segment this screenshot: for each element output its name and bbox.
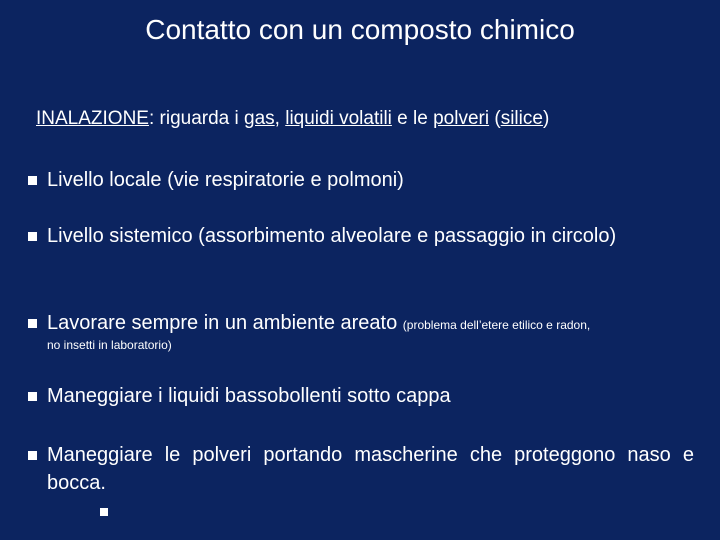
bullet-text	[47, 309, 694, 339]
bullet-note: (problema dell’etere etilico e radon,	[402, 318, 591, 332]
intro-silica: silice	[500, 108, 543, 129]
intro-lead-text: : riguarda i	[148, 108, 245, 129]
intro-volatile-liquids: liquidi volatili	[285, 108, 392, 129]
empty-bullet-square-icon	[100, 508, 108, 516]
bullet-square-icon	[28, 451, 37, 460]
intro-paren-open: (	[489, 108, 501, 129]
intro-gas: gas	[244, 108, 275, 129]
bullet-square-icon	[28, 232, 37, 241]
inhalation-definition	[36, 106, 706, 132]
bullet-main-text: Lavorare sempre in un ambiente areato	[47, 312, 398, 334]
bullet-note-continuation: no insetti in laboratorio)	[47, 338, 172, 352]
bullet-square-icon	[28, 319, 37, 328]
bullet-text: Maneggiare i liquidi bassobollenti sotto cappa	[47, 385, 451, 407]
intro-separator: ,	[274, 108, 286, 129]
bullet-square-icon	[28, 176, 37, 185]
intro-connector: e le	[391, 108, 434, 129]
bullet-text: Livello locale (vie respiratorie e polmoni)	[47, 169, 404, 191]
intro-powders: polveri	[433, 108, 490, 129]
bullet-text: Maneggiare le polveri portando mascherine che proteggono naso e bocca.	[47, 444, 694, 494]
slide-title: Contatto con un composto chimico	[145, 14, 575, 45]
inhalation-term: INALAZIONE	[36, 108, 149, 129]
bullet-square-icon	[28, 392, 37, 401]
intro-paren-close: )	[542, 108, 550, 129]
bullet-text: Livello sistemico (assorbimento alveolare e passaggio in circolo)	[47, 225, 617, 247]
